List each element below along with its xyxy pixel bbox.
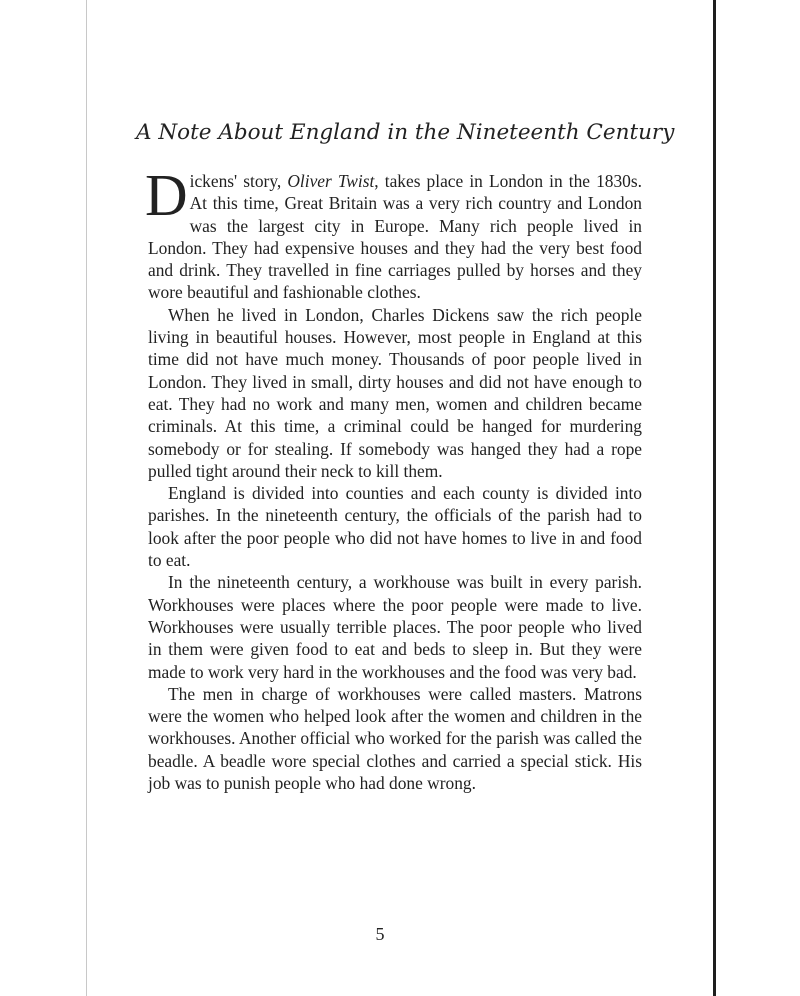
page-left-edge xyxy=(86,0,87,996)
page-right-edge xyxy=(713,0,716,996)
body-text xyxy=(145,162,642,794)
paragraph-4: In the nineteenth century, a workhouse was built in every parish. Workhouses were places where the poor people were made to live. Workhouses were usually terrible places. The poor people who lived in them were given food to eat and beds to sleep in. But they were made to work very hard in the workhouses and the food was very bad. xyxy=(148,572,642,682)
chapter-title: A Note About England in the Nineteenth Century xyxy=(136,120,675,145)
book-title-oliver-twist: Oliver Twist xyxy=(287,171,375,191)
paragraph-2: When he lived in London, Charles Dickens saw the rich people living in beautiful houses. However, most people in England at this time did not have much money. Thousands of poor people lived in London. They lived in small, dirty houses and did not have enough to eat. They had no work and many men, women and children became criminals. At this time, a criminal could be hanged for murdering somebody or for stealing. If somebody was hanged they had a rope pulled tight around their neck to kill them. xyxy=(148,304,642,481)
paragraph-1-rest: , takes place in London in the 1830s. At this time, Great Britain was a very rich country and London was the largest city in Europe. Many rich people lived in London. They had expensive houses and they had the very best food and drink. They travelled in fine carriages pulled by horses and they wore beautiful and fashionable clothes. xyxy=(148,171,642,303)
drop-cap-letter: D xyxy=(145,162,188,228)
page-number: 5 xyxy=(375,924,385,944)
paragraph-1 xyxy=(145,162,642,304)
paragraph-3: England is divided into counties and each county is divided into parishes. In the nineteenth century, the officials of the parish had to look after the poor people who did not have homes to live in and food to eat. xyxy=(148,483,642,571)
paragraph-1-lead: ickens' story, xyxy=(189,171,288,191)
paragraph-5: The men in charge of workhouses were called masters. Matrons were the women who helped look after the women and children in the workhouses. Another official who worked for the parish was called the beadle. A beadle wore special clothes and carried a special stick. His job was to punish people who had done wrong. xyxy=(148,683,642,794)
